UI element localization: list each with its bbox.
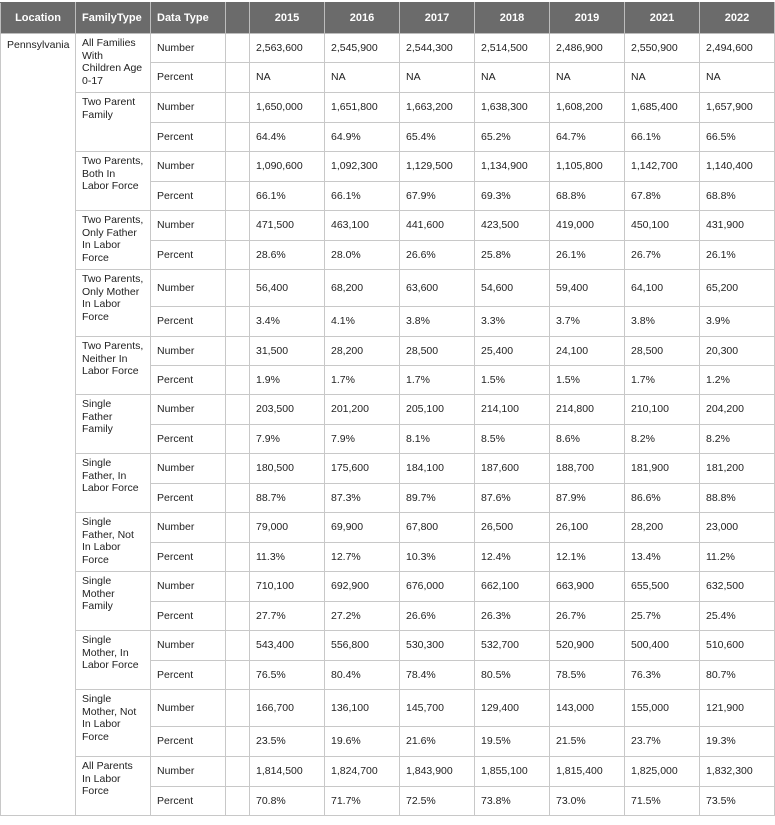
value-cell: 187,600 — [475, 454, 550, 484]
blank-cell — [226, 307, 250, 337]
header-year-2018[interactable]: 2018 — [475, 3, 550, 34]
data-type-cell: Number — [151, 270, 226, 307]
data-type-cell: Number — [151, 34, 226, 63]
family-type-cell: Two Parents, Only Father In Labor Force — [76, 211, 151, 270]
value-cell: 676,000 — [400, 572, 475, 602]
blank-cell — [226, 425, 250, 454]
value-cell: 28.6% — [250, 241, 325, 270]
table-row — [1, 337, 775, 366]
table-row — [1, 513, 775, 543]
table-row — [1, 270, 775, 307]
value-cell: 8.6% — [550, 425, 625, 454]
table-row — [1, 454, 775, 484]
value-cell: 2,544,300 — [400, 34, 475, 63]
value-cell: 205,100 — [400, 395, 475, 425]
value-cell: 166,700 — [250, 690, 325, 727]
value-cell: 203,500 — [250, 395, 325, 425]
value-cell: 710,100 — [250, 572, 325, 602]
value-cell: 19.3% — [700, 727, 775, 757]
value-cell: 21.5% — [550, 727, 625, 757]
value-cell: 64.9% — [325, 123, 400, 152]
table-row — [1, 93, 775, 123]
value-cell: 64,100 — [625, 270, 700, 307]
family-type-cell: Two Parents, Neither In Labor Force — [76, 337, 151, 395]
value-cell: 88.7% — [250, 484, 325, 513]
blank-cell — [226, 631, 250, 661]
value-cell: 441,600 — [400, 211, 475, 241]
data-type-cell: Number — [151, 631, 226, 661]
value-cell: 28,500 — [400, 337, 475, 366]
value-cell: 1,843,900 — [400, 757, 475, 787]
value-cell: 31,500 — [250, 337, 325, 366]
value-cell: 26.1% — [700, 241, 775, 270]
value-cell: 87.3% — [325, 484, 400, 513]
value-cell: 19.6% — [325, 727, 400, 757]
value-cell: 56,400 — [250, 270, 325, 307]
value-cell: 7.9% — [325, 425, 400, 454]
value-cell: 26.7% — [550, 602, 625, 631]
value-cell: 1,129,500 — [400, 152, 475, 182]
data-type-cell: Percent — [151, 123, 226, 152]
value-cell: 181,900 — [625, 454, 700, 484]
header-year-2015[interactable]: 2015 — [250, 3, 325, 34]
blank-cell — [226, 602, 250, 631]
blank-cell — [226, 241, 250, 270]
value-cell: 1,814,500 — [250, 757, 325, 787]
value-cell: 76.3% — [625, 661, 700, 690]
value-cell: NA — [250, 63, 325, 93]
value-cell: 70.8% — [250, 787, 325, 816]
value-cell: 662,100 — [475, 572, 550, 602]
value-cell: 26.7% — [625, 241, 700, 270]
value-cell: 2,486,900 — [550, 34, 625, 63]
value-cell: 23,000 — [700, 513, 775, 543]
value-cell: 214,100 — [475, 395, 550, 425]
header-location[interactable]: Location — [1, 3, 76, 34]
value-cell: 68.8% — [550, 182, 625, 211]
header-blank — [226, 3, 250, 34]
table-row — [1, 395, 775, 425]
value-cell: 27.2% — [325, 602, 400, 631]
blank-cell — [226, 572, 250, 602]
blank-cell — [226, 454, 250, 484]
value-cell: 1,825,000 — [625, 757, 700, 787]
family-type-cell: Single Mother Family — [76, 572, 151, 631]
value-cell: NA — [550, 63, 625, 93]
value-cell: 1,608,200 — [550, 93, 625, 123]
data-type-cell: Percent — [151, 661, 226, 690]
value-cell: 1,140,400 — [700, 152, 775, 182]
value-cell: 520,900 — [550, 631, 625, 661]
value-cell: 28,200 — [625, 513, 700, 543]
value-cell: 68,200 — [325, 270, 400, 307]
family-type-cell: Single Father, In Labor Force — [76, 454, 151, 513]
value-cell: 510,600 — [700, 631, 775, 661]
value-cell: 655,500 — [625, 572, 700, 602]
value-cell: 26.3% — [475, 602, 550, 631]
value-cell: 69.3% — [475, 182, 550, 211]
value-cell: 59,400 — [550, 270, 625, 307]
value-cell: 71.5% — [625, 787, 700, 816]
value-cell: 71.7% — [325, 787, 400, 816]
blank-cell — [226, 182, 250, 211]
value-cell: 65.4% — [400, 123, 475, 152]
data-type-cell: Number — [151, 152, 226, 182]
value-cell: 64.4% — [250, 123, 325, 152]
value-cell: 471,500 — [250, 211, 325, 241]
value-cell: 155,000 — [625, 690, 700, 727]
value-cell: 76.5% — [250, 661, 325, 690]
data-type-cell: Percent — [151, 182, 226, 211]
blank-cell — [226, 152, 250, 182]
value-cell: 1.5% — [475, 366, 550, 395]
value-cell: 66.1% — [625, 123, 700, 152]
header-data-type[interactable]: Data Type — [151, 3, 226, 34]
value-cell: 1,638,300 — [475, 93, 550, 123]
value-cell: 25.4% — [700, 602, 775, 631]
header-row — [1, 3, 775, 34]
value-cell: 3.8% — [400, 307, 475, 337]
value-cell: 1.7% — [625, 366, 700, 395]
value-cell: 25,400 — [475, 337, 550, 366]
value-cell: 136,100 — [325, 690, 400, 727]
blank-cell — [226, 337, 250, 366]
value-cell: 88.8% — [700, 484, 775, 513]
blank-cell — [226, 690, 250, 727]
value-cell: 2,545,900 — [325, 34, 400, 63]
value-cell: NA — [400, 63, 475, 93]
value-cell: 1.7% — [325, 366, 400, 395]
value-cell: 54,600 — [475, 270, 550, 307]
value-cell: 80.4% — [325, 661, 400, 690]
value-cell: 423,500 — [475, 211, 550, 241]
value-cell: 1,657,900 — [700, 93, 775, 123]
value-cell: 188,700 — [550, 454, 625, 484]
data-type-cell: Percent — [151, 366, 226, 395]
value-cell: 27.7% — [250, 602, 325, 631]
value-cell: 13.4% — [625, 543, 700, 572]
value-cell: 7.9% — [250, 425, 325, 454]
value-cell: 26.1% — [550, 241, 625, 270]
data-type-cell: Number — [151, 513, 226, 543]
value-cell: 1,090,600 — [250, 152, 325, 182]
value-cell: 530,300 — [400, 631, 475, 661]
value-cell: 1,092,300 — [325, 152, 400, 182]
value-cell: 8.5% — [475, 425, 550, 454]
value-cell: 204,200 — [700, 395, 775, 425]
blank-cell — [226, 34, 250, 63]
data-type-cell: Percent — [151, 543, 226, 572]
header-family-type[interactable]: FamilyType — [76, 3, 151, 34]
blank-cell — [226, 661, 250, 690]
value-cell: 69,900 — [325, 513, 400, 543]
value-cell: 73.5% — [700, 787, 775, 816]
blank-cell — [226, 63, 250, 93]
value-cell: 663,900 — [550, 572, 625, 602]
value-cell: 86.6% — [625, 484, 700, 513]
data-type-cell: Number — [151, 454, 226, 484]
value-cell: 1.7% — [400, 366, 475, 395]
value-cell: 500,400 — [625, 631, 700, 661]
value-cell: 3.9% — [700, 307, 775, 337]
value-cell: 1.5% — [550, 366, 625, 395]
value-cell: 1,855,100 — [475, 757, 550, 787]
value-cell: 2,514,500 — [475, 34, 550, 63]
value-cell: 20,300 — [700, 337, 775, 366]
value-cell: 1.2% — [700, 366, 775, 395]
value-cell: 12.1% — [550, 543, 625, 572]
value-cell: 201,200 — [325, 395, 400, 425]
family-type-cell: Two Parents, Only Mother In Labor Force — [76, 270, 151, 337]
value-cell: 143,000 — [550, 690, 625, 727]
value-cell: 66.1% — [250, 182, 325, 211]
value-cell: 3.3% — [475, 307, 550, 337]
header-year-2022[interactable]: 2022 — [700, 3, 775, 34]
data-type-cell: Percent — [151, 787, 226, 816]
value-cell: 175,600 — [325, 454, 400, 484]
value-cell: 12.7% — [325, 543, 400, 572]
value-cell: 632,500 — [700, 572, 775, 602]
family-type-cell: Two Parents, Both In Labor Force — [76, 152, 151, 211]
family-type-cell: Single Mother, In Labor Force — [76, 631, 151, 690]
blank-cell — [226, 757, 250, 787]
value-cell: 73.0% — [550, 787, 625, 816]
table-row — [1, 757, 775, 787]
value-cell: 1,650,000 — [250, 93, 325, 123]
value-cell: 3.7% — [550, 307, 625, 337]
value-cell: 79,000 — [250, 513, 325, 543]
value-cell: 64.7% — [550, 123, 625, 152]
value-cell: 28,500 — [625, 337, 700, 366]
value-cell: 184,100 — [400, 454, 475, 484]
header-year-2016[interactable]: 2016 — [325, 3, 400, 34]
value-cell: 89.7% — [400, 484, 475, 513]
value-cell: 2,550,900 — [625, 34, 700, 63]
header-year-2021[interactable]: 2021 — [625, 3, 700, 34]
value-cell: 12.4% — [475, 543, 550, 572]
value-cell: 181,200 — [700, 454, 775, 484]
blank-cell — [226, 787, 250, 816]
value-cell: 66.5% — [700, 123, 775, 152]
value-cell: 72.5% — [400, 787, 475, 816]
value-cell: 4.1% — [325, 307, 400, 337]
value-cell: 67.9% — [400, 182, 475, 211]
value-cell: 65.2% — [475, 123, 550, 152]
value-cell: 1,663,200 — [400, 93, 475, 123]
value-cell: 2,494,600 — [700, 34, 775, 63]
value-cell: 431,900 — [700, 211, 775, 241]
value-cell: 63,600 — [400, 270, 475, 307]
header-year-2019[interactable]: 2019 — [550, 3, 625, 34]
value-cell: 67.8% — [625, 182, 700, 211]
value-cell: 1,105,800 — [550, 152, 625, 182]
value-cell: 1,832,300 — [700, 757, 775, 787]
value-cell: 87.6% — [475, 484, 550, 513]
value-cell: 2,563,600 — [250, 34, 325, 63]
value-cell: 26,500 — [475, 513, 550, 543]
data-type-cell: Number — [151, 395, 226, 425]
blank-cell — [226, 513, 250, 543]
value-cell: 78.5% — [550, 661, 625, 690]
value-cell: 145,700 — [400, 690, 475, 727]
value-cell: NA — [700, 63, 775, 93]
data-type-cell: Number — [151, 572, 226, 602]
value-cell: 21.6% — [400, 727, 475, 757]
value-cell: 28.0% — [325, 241, 400, 270]
family-type-data-table — [0, 2, 775, 816]
value-cell: 19.5% — [475, 727, 550, 757]
value-cell: 26.6% — [400, 602, 475, 631]
location-cell: Pennsylvania — [1, 34, 76, 816]
value-cell: 210,100 — [625, 395, 700, 425]
blank-cell — [226, 93, 250, 123]
value-cell: 26,100 — [550, 513, 625, 543]
value-cell: 73.8% — [475, 787, 550, 816]
blank-cell — [226, 543, 250, 572]
table-row — [1, 572, 775, 602]
value-cell: NA — [475, 63, 550, 93]
family-type-cell: Single Father Family — [76, 395, 151, 454]
value-cell: 1,815,400 — [550, 757, 625, 787]
header-year-2017[interactable]: 2017 — [400, 3, 475, 34]
value-cell: 80.7% — [700, 661, 775, 690]
value-cell: 25.8% — [475, 241, 550, 270]
data-type-cell: Number — [151, 337, 226, 366]
value-cell: 10.3% — [400, 543, 475, 572]
value-cell: 1.9% — [250, 366, 325, 395]
value-cell: 450,100 — [625, 211, 700, 241]
data-type-cell: Percent — [151, 602, 226, 631]
value-cell: 214,800 — [550, 395, 625, 425]
value-cell: 180,500 — [250, 454, 325, 484]
value-cell: 78.4% — [400, 661, 475, 690]
family-type-cell: All Parents In Labor Force — [76, 757, 151, 816]
table-body — [1, 34, 775, 816]
value-cell: 3.8% — [625, 307, 700, 337]
value-cell: 80.5% — [475, 661, 550, 690]
table-row — [1, 690, 775, 727]
value-cell: 1,134,900 — [475, 152, 550, 182]
data-type-cell: Percent — [151, 484, 226, 513]
value-cell: 1,651,800 — [325, 93, 400, 123]
family-type-cell: All Families With Children Age 0-17 — [76, 34, 151, 93]
value-cell: 65,200 — [700, 270, 775, 307]
value-cell: 129,400 — [475, 690, 550, 727]
value-cell: 543,400 — [250, 631, 325, 661]
table-row — [1, 152, 775, 182]
value-cell: 23.5% — [250, 727, 325, 757]
family-type-cell: Single Father, Not In Labor Force — [76, 513, 151, 572]
value-cell: 8.2% — [700, 425, 775, 454]
value-cell: 28,200 — [325, 337, 400, 366]
table-row — [1, 631, 775, 661]
blank-cell — [226, 727, 250, 757]
value-cell: 532,700 — [475, 631, 550, 661]
blank-cell — [226, 211, 250, 241]
value-cell: 419,000 — [550, 211, 625, 241]
data-type-cell: Number — [151, 757, 226, 787]
value-cell: 8.1% — [400, 425, 475, 454]
blank-cell — [226, 270, 250, 307]
blank-cell — [226, 366, 250, 395]
data-type-cell: Percent — [151, 241, 226, 270]
data-type-cell: Number — [151, 93, 226, 123]
table-row — [1, 34, 775, 63]
value-cell: 1,685,400 — [625, 93, 700, 123]
value-cell: 463,100 — [325, 211, 400, 241]
value-cell: 87.9% — [550, 484, 625, 513]
value-cell: 1,824,700 — [325, 757, 400, 787]
value-cell: NA — [325, 63, 400, 93]
family-type-cell: Two Parent Family — [76, 93, 151, 152]
value-cell: 66.1% — [325, 182, 400, 211]
value-cell: 68.8% — [700, 182, 775, 211]
data-type-cell: Percent — [151, 63, 226, 93]
value-cell: 556,800 — [325, 631, 400, 661]
value-cell: 8.2% — [625, 425, 700, 454]
value-cell: 692,900 — [325, 572, 400, 602]
value-cell: 23.7% — [625, 727, 700, 757]
value-cell: 121,900 — [700, 690, 775, 727]
value-cell: 24,100 — [550, 337, 625, 366]
value-cell: 3.4% — [250, 307, 325, 337]
value-cell: 25.7% — [625, 602, 700, 631]
blank-cell — [226, 484, 250, 513]
value-cell: 11.3% — [250, 543, 325, 572]
data-type-cell: Number — [151, 690, 226, 727]
blank-cell — [226, 395, 250, 425]
data-type-cell: Percent — [151, 727, 226, 757]
value-cell: NA — [625, 63, 700, 93]
table-row — [1, 211, 775, 241]
data-type-cell: Percent — [151, 307, 226, 337]
value-cell: 1,142,700 — [625, 152, 700, 182]
data-type-cell: Number — [151, 211, 226, 241]
data-type-cell: Percent — [151, 425, 226, 454]
value-cell: 26.6% — [400, 241, 475, 270]
value-cell: 11.2% — [700, 543, 775, 572]
value-cell: 67,800 — [400, 513, 475, 543]
family-type-cell: Single Mother, Not In Labor Force — [76, 690, 151, 757]
blank-cell — [226, 123, 250, 152]
